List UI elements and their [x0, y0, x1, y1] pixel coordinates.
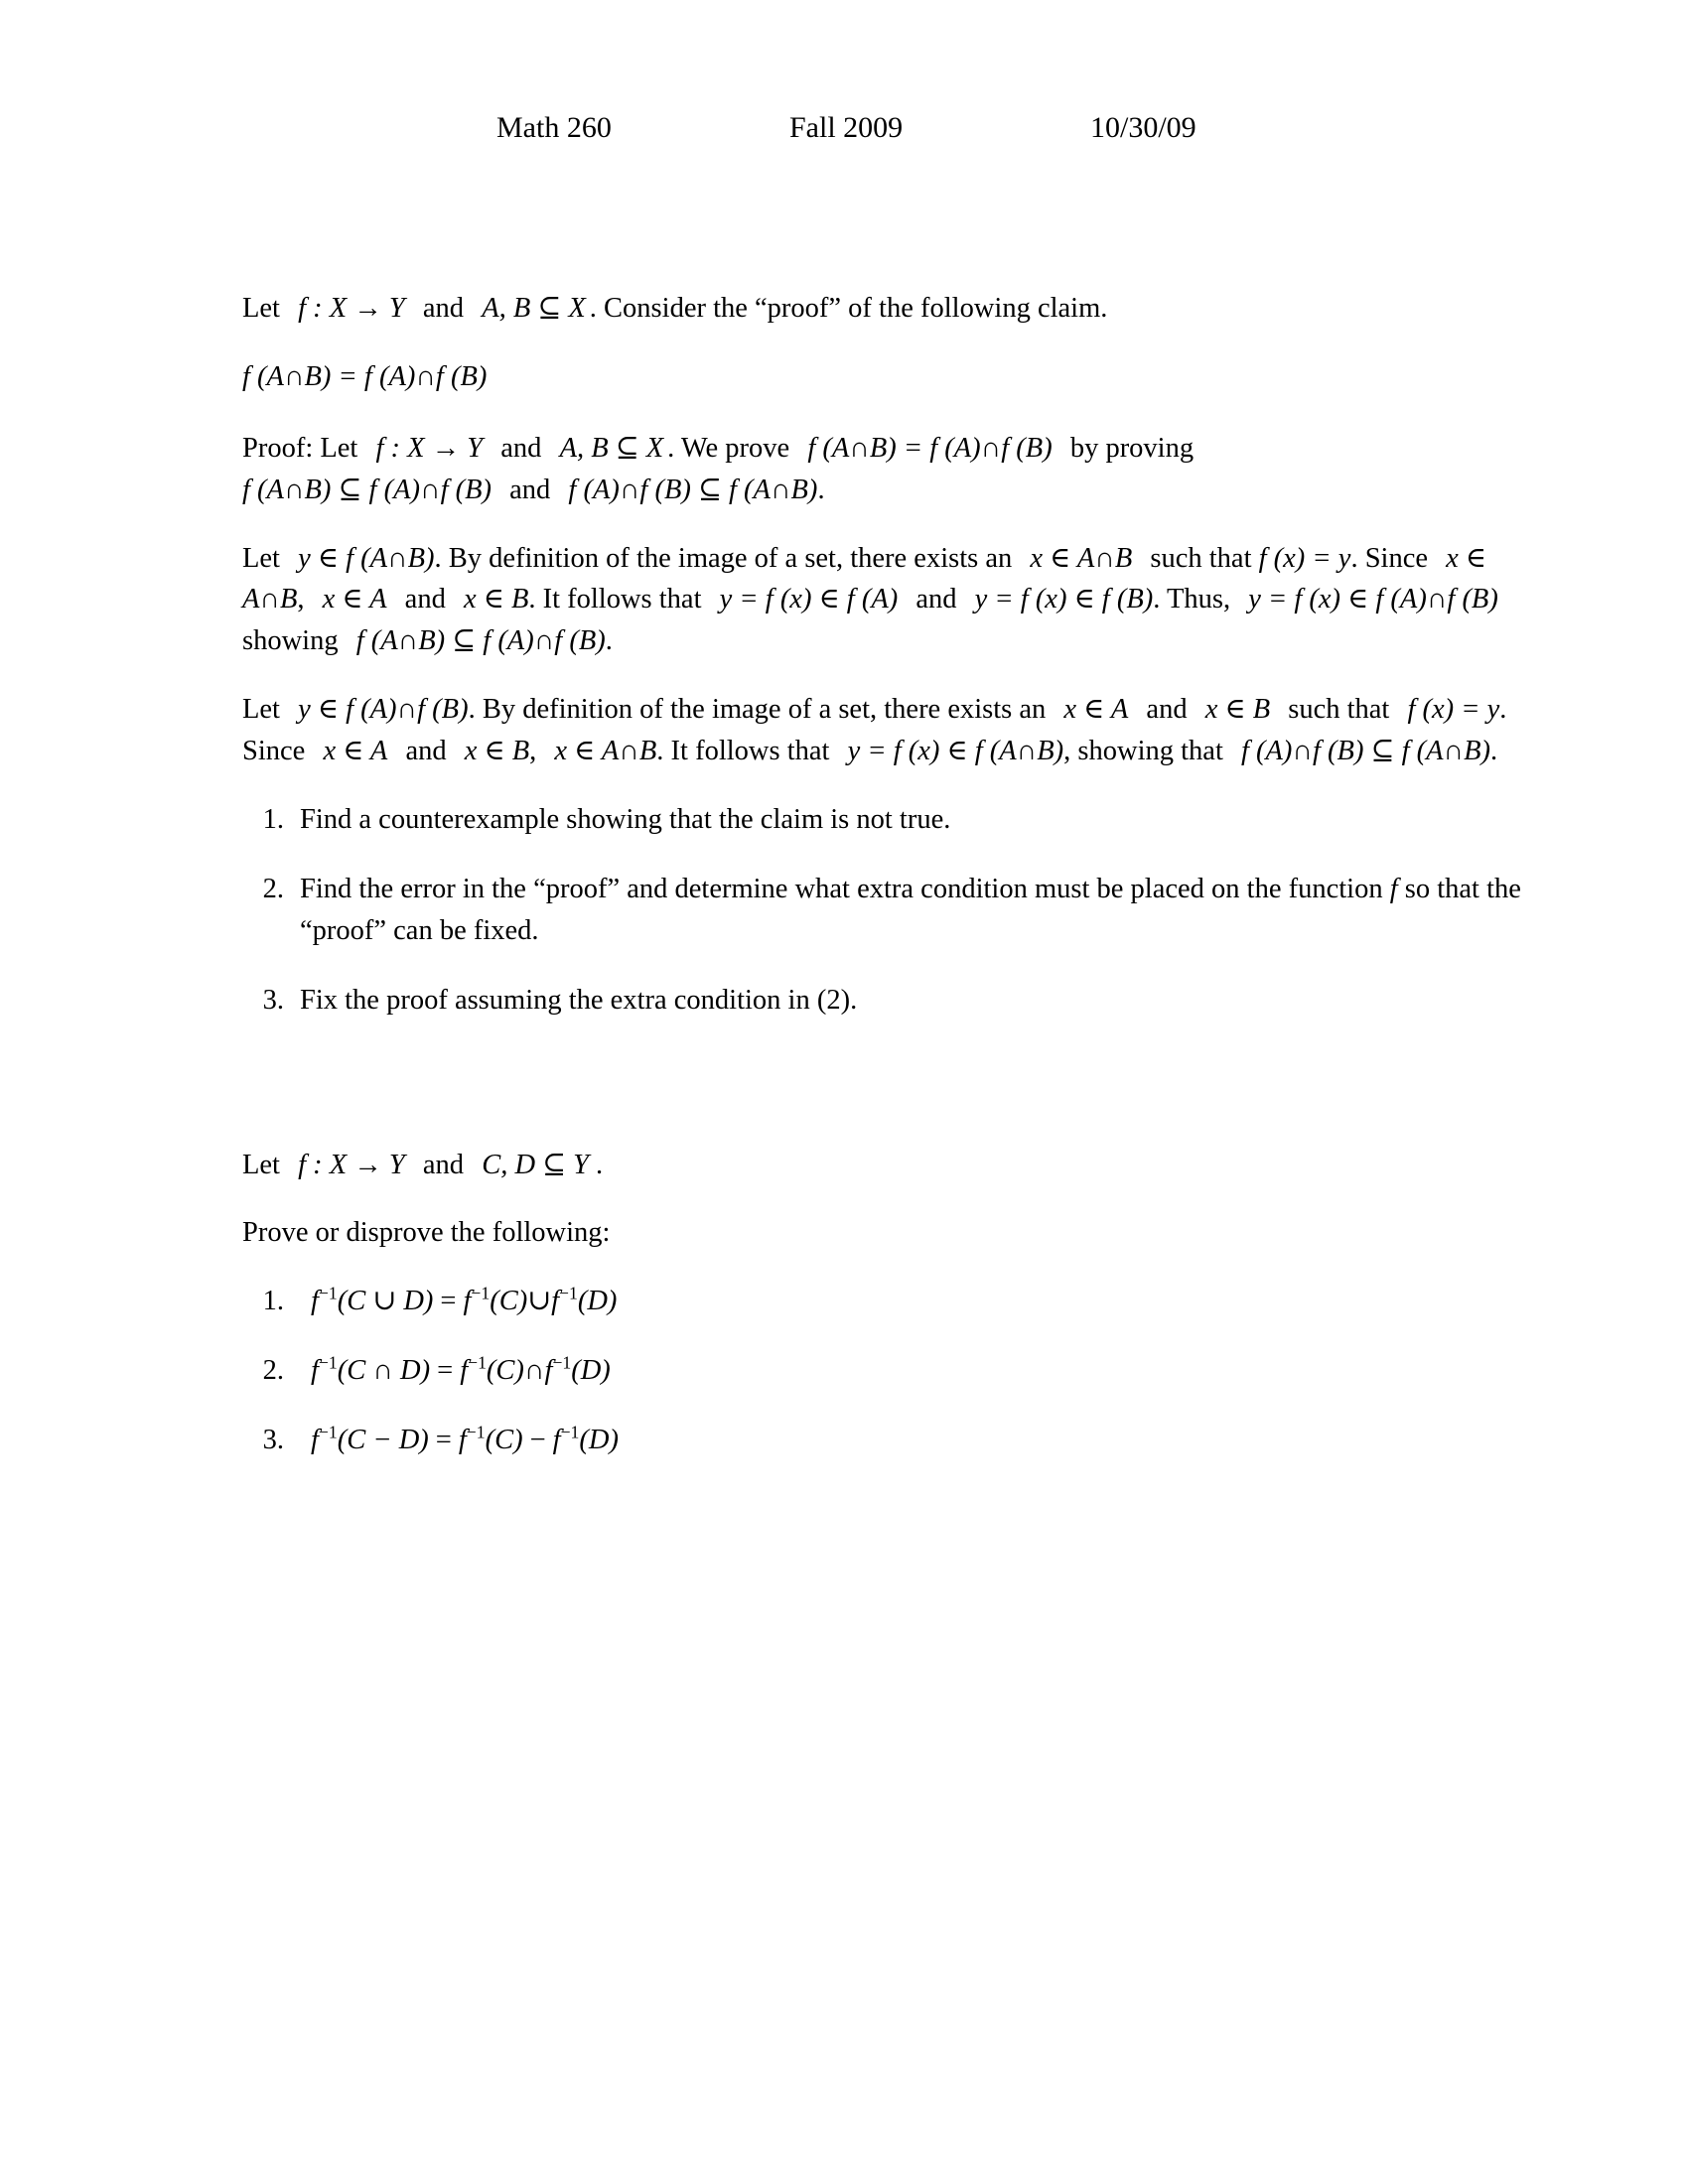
- prove-3-arg3: (D): [579, 1425, 619, 1456]
- question-1-text: Find a counterexample showing that the claim is not true.: [300, 804, 951, 836]
- p4-t7: ,: [529, 736, 537, 767]
- prove-1-marker: 1.: [262, 1286, 284, 1317]
- prove-2-exp2: −1: [468, 1352, 487, 1373]
- prove-3-exp1: −1: [318, 1422, 338, 1442]
- paragraph-forward-inclusion: [242, 538, 1523, 663]
- document-body: [242, 288, 1523, 1489]
- p3-m4: x ∈ A∩B: [242, 542, 1487, 615]
- math-proof-function-decl: f : X → Y: [375, 432, 484, 464]
- prove-prompt: Prove or disprove the following:: [242, 1217, 611, 1249]
- s2-intro-prefix: Let: [242, 1149, 280, 1180]
- prove-3-exp2: −1: [466, 1422, 486, 1442]
- prove-3-equation: [300, 1422, 619, 1456]
- paragraph-section-two-intro: [242, 1145, 1523, 1186]
- p3-m1: y ∈ f (A∩B): [298, 542, 435, 574]
- p3-m8: y = f (x) ∈ f (B): [974, 584, 1154, 615]
- prove-2-arg3: (D): [571, 1355, 611, 1387]
- question-item-1: [242, 799, 1523, 841]
- proof-by-proving: by proving: [1069, 432, 1195, 464]
- math-proof-inclusion-2: f (A)∩f (B) ⊆ f (A∩B): [568, 474, 818, 505]
- prove-2-f1: f: [311, 1355, 319, 1387]
- proof-line2-and: and: [509, 474, 551, 505]
- prove-3-eq: =: [435, 1425, 452, 1456]
- p3-m3: f (x) = y: [1258, 542, 1351, 574]
- question-item-2: [242, 869, 1523, 952]
- prove-3-op: −: [529, 1425, 546, 1456]
- s2-intro-tail: .: [596, 1149, 604, 1180]
- prove-1-arg2: (C): [490, 1286, 528, 1317]
- prove-3-exp3: −1: [560, 1422, 580, 1442]
- intro-prefix: Let: [242, 293, 280, 324]
- prove-3-f2: f: [458, 1425, 467, 1456]
- p3-t6: and: [404, 584, 446, 615]
- paragraph-intro: [242, 288, 1523, 330]
- prove-2-marker: 2.: [262, 1355, 284, 1387]
- prove-1-arg1: (C ∪ D): [337, 1286, 434, 1317]
- p4-m5: x ∈ A: [323, 736, 388, 767]
- paragraph-reverse-inclusion: [242, 689, 1523, 772]
- p3-m9: y = f (x) ∈ f (A)∩f (B): [1248, 584, 1498, 615]
- p3-m5: x ∈ A: [322, 584, 387, 615]
- question-2-f-symbol: f: [1389, 873, 1398, 904]
- question-2-text-before: Find the error in the “proof” and determine what extra condition must be placed on the function: [300, 873, 1383, 904]
- prove-1-f3: f: [551, 1286, 560, 1317]
- header-course: Math 260: [496, 111, 612, 144]
- question-3-text: Fix the proof assuming the extra condition in (2).: [300, 984, 858, 1016]
- p4-t2: . By definition of the image of a set, there exists an: [468, 694, 1047, 726]
- proof-we-prove: . We prove: [667, 432, 790, 464]
- p3-t4: . Since: [1350, 542, 1429, 574]
- intro-mid: and: [422, 293, 465, 324]
- p3-t7: . It follows that: [528, 584, 702, 615]
- p4-m9: f (A)∩f (B) ⊆ f (A∩B): [1240, 736, 1490, 767]
- paragraph-proof-header: [242, 428, 1523, 511]
- prove-1-arg3: (D): [577, 1286, 618, 1317]
- p4-m1: y ∈ f (A)∩f (B): [298, 694, 469, 726]
- p3-m7: y = f (x) ∈ f (A): [719, 584, 899, 615]
- p4-m6: x ∈ B: [464, 736, 530, 767]
- proof-line2-period: .: [817, 474, 825, 505]
- p3-t9: . Thus,: [1153, 584, 1231, 615]
- math-proof-inclusion-1: f (A∩B) ⊆ f (A)∩f (B): [242, 474, 492, 505]
- paragraph-prove-or-disprove: [242, 1212, 1523, 1254]
- p4-m4: f (x) = y: [1407, 694, 1500, 726]
- p3-m2: x ∈ A∩B: [1030, 542, 1133, 574]
- prove-2-equation: [300, 1352, 611, 1387]
- prove-3-marker: 3.: [262, 1425, 284, 1456]
- math-claim-equation: f (A∩B) = f (A)∩f (B): [242, 360, 488, 392]
- question-2-marker: 2.: [262, 873, 284, 904]
- question-list-one: [242, 799, 1523, 1022]
- p4-t1: Let: [242, 694, 280, 726]
- prove-item-2: [242, 1350, 1523, 1392]
- p3-m10: f (A∩B) ⊆ f (A)∩f (B): [355, 625, 606, 657]
- proof-label: Proof: Let: [242, 432, 358, 464]
- question-list-two: [242, 1281, 1523, 1461]
- prove-1-f1: f: [311, 1286, 319, 1317]
- section-spacer: [242, 1049, 1523, 1145]
- prove-3-f1: f: [311, 1425, 319, 1456]
- question-3-marker: 3.: [262, 984, 284, 1016]
- math-function-decl: f : X → Y: [298, 293, 405, 324]
- p4-m2: x ∈ A: [1063, 694, 1129, 726]
- intro-tail: . Consider the “proof” of the following claim.: [589, 293, 1108, 324]
- p4-t4: such that: [1288, 694, 1390, 726]
- prove-2-arg2: (C): [486, 1355, 524, 1387]
- p3-t2: . By definition of the image of a set, there exists an: [434, 542, 1013, 574]
- prove-1-exp3: −1: [559, 1283, 578, 1303]
- p3-t5: ,: [297, 584, 305, 615]
- prove-1-op: ∪: [527, 1286, 552, 1317]
- p4-t5: . Since: [242, 694, 1507, 767]
- prove-2-exp1: −1: [318, 1352, 338, 1373]
- prove-1-exp1: −1: [318, 1283, 338, 1303]
- paragraph-claim: [242, 356, 1523, 398]
- p4-t10: .: [1490, 736, 1498, 767]
- math-subsets-x: A, B ⊆ X: [482, 293, 586, 324]
- prove-item-3: [242, 1420, 1523, 1461]
- prove-3-f3: f: [552, 1425, 561, 1456]
- p4-t8: . It follows that: [656, 736, 830, 767]
- prove-3-arg1: (C − D): [337, 1425, 429, 1456]
- prove-2-exp3: −1: [552, 1352, 572, 1373]
- s2-intro-mid: and: [422, 1149, 465, 1180]
- prove-item-1: [242, 1281, 1523, 1322]
- p3-t11: .: [605, 625, 613, 657]
- prove-3-arg2: (C): [485, 1425, 523, 1456]
- p4-m7: x ∈ A∩B: [554, 736, 657, 767]
- p3-m6: x ∈ B: [463, 584, 529, 615]
- math-proof-claim: f (A∩B) = f (A)∩f (B): [807, 432, 1053, 464]
- p4-t6: and: [405, 736, 447, 767]
- prove-2-f2: f: [460, 1355, 469, 1387]
- p3-t3: such that: [1150, 542, 1252, 574]
- question-item-3: [242, 980, 1523, 1022]
- question-2-text-after: so that the “proof” can be fixed.: [300, 873, 1521, 946]
- header-date: 10/30/09: [1090, 111, 1196, 144]
- math-s2-function-decl: f : X → Y: [298, 1149, 405, 1180]
- p4-t9: , showing that: [1063, 736, 1223, 767]
- prove-1-eq: =: [440, 1286, 457, 1317]
- p3-t1: Let: [242, 542, 280, 574]
- math-subsets-y: C, D ⊆ Y: [482, 1149, 590, 1180]
- question-1-marker: 1.: [262, 804, 284, 836]
- p4-m8: y = f (x) ∈ f (A∩B): [847, 736, 1064, 767]
- header-term: Fall 2009: [789, 111, 904, 144]
- p4-m3: x ∈ B: [1204, 694, 1271, 726]
- p3-t8: and: [915, 584, 957, 615]
- prove-2-f3: f: [544, 1355, 553, 1387]
- prove-1-f2: f: [463, 1286, 472, 1317]
- p3-t10: showing: [242, 625, 339, 657]
- prove-1-equation: [300, 1283, 618, 1317]
- proof-mid: and: [500, 432, 542, 464]
- prove-1-exp2: −1: [471, 1283, 491, 1303]
- prove-2-arg1: (C ∩ D): [337, 1355, 431, 1387]
- p4-t3: and: [1146, 694, 1188, 726]
- prove-2-op: ∩: [523, 1355, 545, 1387]
- math-proof-subsets-x: A, B ⊆ X: [559, 432, 664, 464]
- prove-2-eq: =: [437, 1355, 454, 1387]
